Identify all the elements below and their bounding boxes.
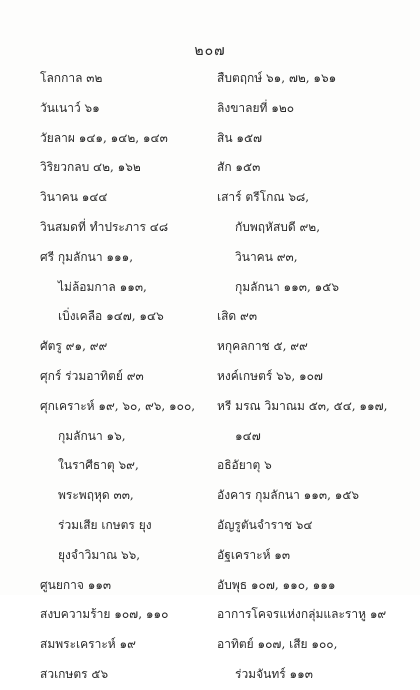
index-entry: อัญรูตันจำราช ๖๔ [217, 517, 313, 532]
index-entry: หกุคลกาช ๕, ๙๙ [217, 339, 308, 354]
index-entry: วินาคน ๑๔๔ [40, 190, 108, 205]
index-entry: อธิอัยาตุ ๖ [217, 458, 272, 473]
index-entry: เสิด ๙๓ [217, 309, 258, 324]
index-entry: หงค์เกษตร์ ๖๖, ๑๐๗ [217, 368, 323, 383]
index-entry: อับพุธ ๑๐๗, ๑๑๐, ๑๑๑ [217, 577, 336, 592]
index-entry: อังคาร กุมลักนา ๑๑๓, ๑๕๖ [217, 488, 360, 503]
index-entry: อัฐเคราะห์ ๑๓ [217, 547, 291, 562]
index-entry: วินสมดที่ ทำประภาร ๔๘ [40, 219, 169, 234]
index-subentry: กุมลักนา ๑๑๓, ๑๕๖ [235, 279, 339, 294]
index-subentry: เบิ่งเคลือ ๑๔๗, ๑๔๖ [58, 309, 164, 324]
index-entry: วัยลาผ ๑๔๑, ๑๔๒, ๑๔๓ [40, 130, 168, 145]
page-number: ๒๐๗ [194, 43, 226, 59]
index-column-left [40, 64, 210, 690]
index-entry: หรี มรณ วิมาณม ๕๓, ๕๔, ๑๑๗, [217, 398, 388, 413]
index-entry: อาการโคจรแห่งกลุ่มและราหู ๑๙ [217, 607, 387, 622]
index-subentry: ในราศีธาตุ ๖๙, [58, 458, 139, 473]
index-entry: วันเนาว์ ๖๑ [40, 100, 100, 115]
index-entry: สงบความร้าย ๑๐๗, ๑๑๐ [40, 607, 169, 622]
index-subentry: พระพฤหุด ๓๓, [58, 488, 134, 503]
index-subentry: กุมลักนา ๑๖, [58, 428, 126, 443]
index-entry: ศุกร์ ร่วมอาทิตย์ ๙๓ [40, 368, 144, 383]
index-entry: ศรี กุมลักนา ๑๑๑, [40, 249, 134, 264]
index-subentry: กับพฤหัสบดี ๙๒, [235, 219, 321, 234]
index-subentry: วินาคน ๙๓, [235, 249, 298, 264]
index-subentry: ยุงจำวิมาณ ๖๖, [58, 547, 141, 562]
index-entry: เสาร์ ตรีโกณ ๖๘, [217, 190, 310, 205]
index-entry: สมพระเคราะห์ ๑๙ [40, 637, 136, 652]
index-entry: สิน ๑๕๗ [217, 130, 263, 145]
index-entry: ศุกเคราะห์ ๑๙, ๖๐, ๙๖, ๑๐๐, [40, 398, 196, 413]
index-entry: วิริยวกลบ ๔๒, ๑๖๒ [40, 160, 141, 175]
index-entry: ศูนยกาจ ๑๑๓ [40, 577, 112, 592]
index-column-right [217, 64, 397, 690]
index-subentry: ร่วมเสีย เกษตร ยุง [58, 517, 152, 532]
index-subentry: ไม่ล้อมกาล ๑๑๓, [58, 279, 147, 294]
index-entry: สวเกษตร ๕๖ [40, 666, 109, 681]
index-entry: ศัตรู ๙๑, ๙๙ [40, 339, 108, 354]
index-entry: โลกกาล ๓๒ [40, 71, 103, 85]
index-entry: ลิงขาลยที่ ๑๒๐ [217, 100, 295, 115]
index-subentry: ร่วมจันทร์ ๑๑๓ [235, 666, 313, 681]
index-subentry: ๑๔๗ [235, 428, 261, 443]
index-entry: อาทิตย์ ๑๐๗, เสีย ๑๐๐, [217, 637, 338, 652]
index-entry: สัก ๑๕๓ [217, 160, 261, 175]
index-entry: สืบตฤกษ์ ๖๑, ๗๒, ๑๖๑ [217, 71, 337, 85]
